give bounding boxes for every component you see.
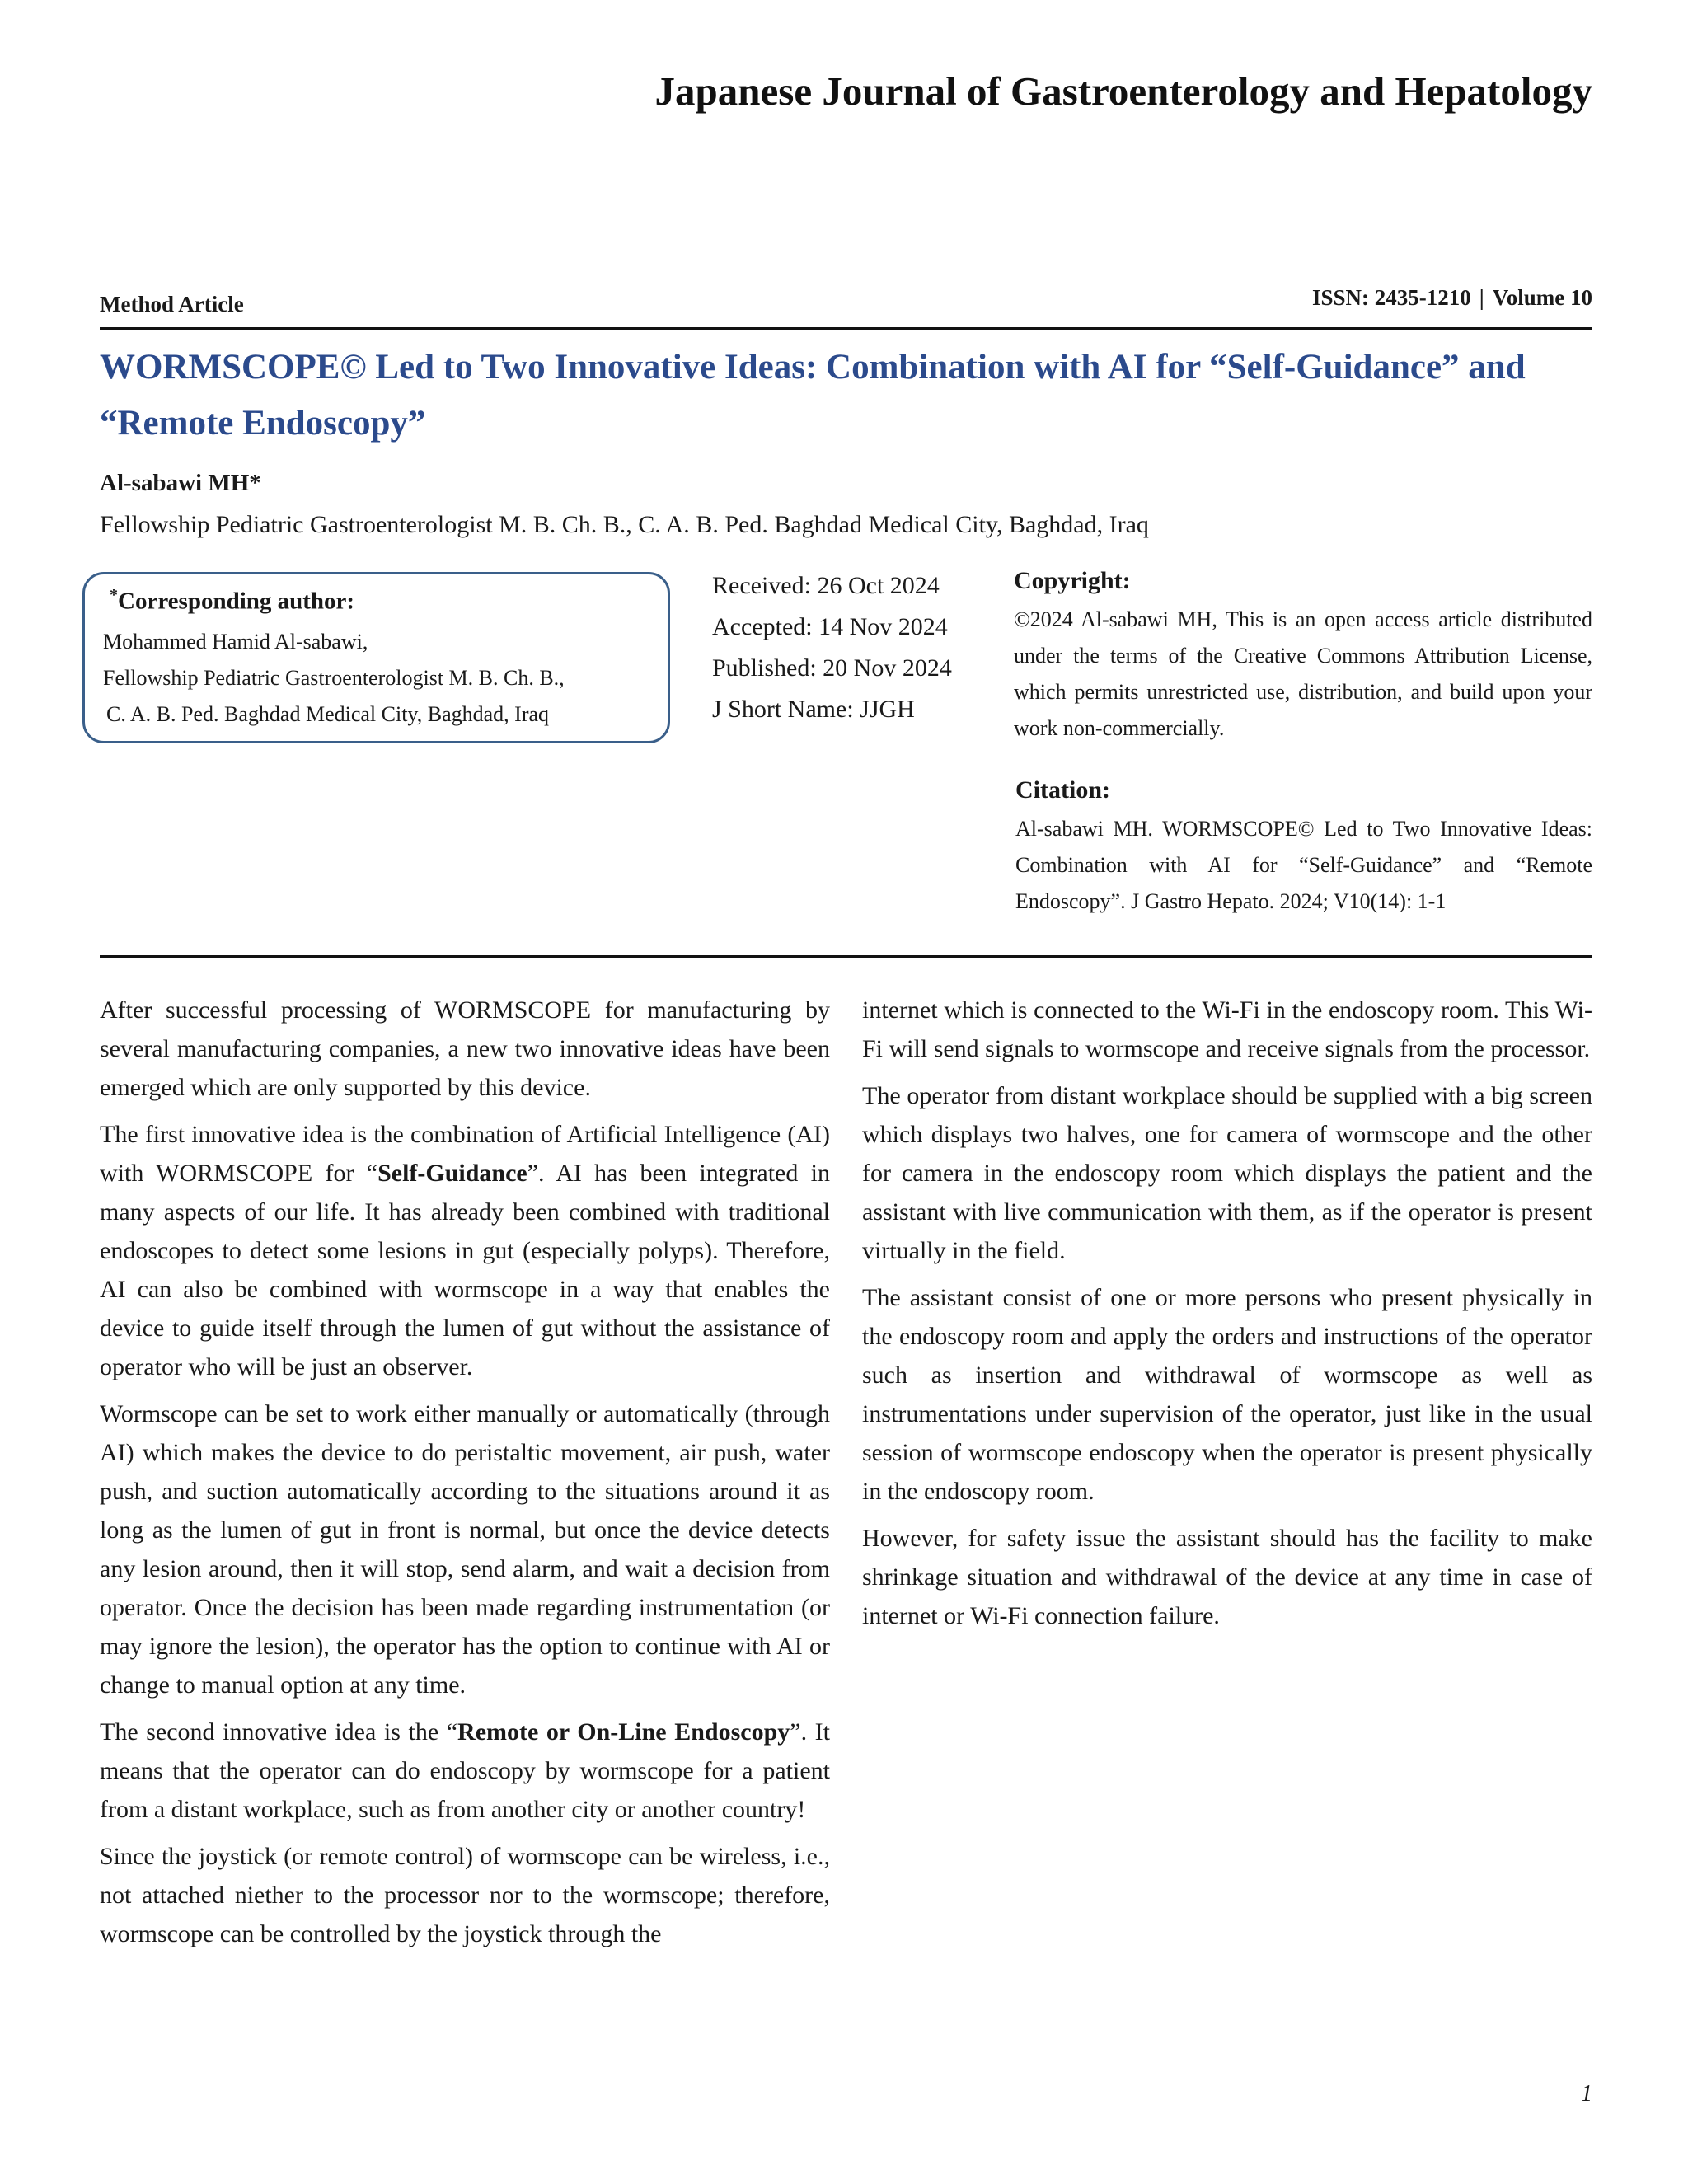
corresponding-title: Fellowship Pediatric Gastroenterologist M. B. Ch. B., <box>103 665 565 690</box>
copyright-heading: Copyright: <box>1014 567 1131 594</box>
corresponding-star: * <box>110 586 118 604</box>
body-paragraph <box>100 1115 830 1386</box>
header-divider <box>100 327 1592 330</box>
journal-short-name: J Short Name: JJGH <box>712 696 915 723</box>
journal-title: Japanese Journal of Gastroenterology and Hepatology <box>654 68 1592 114</box>
corresponding-name: Mohammed Hamid Al-sabawi, <box>103 629 368 654</box>
body-paragraph: Wormscope can be set to work either manually or automatically (through AI) which makes the device to do peristaltic movement, air push, water push, and suction automatically according to the situations around it as long as the lumen of gut in front is normal, but once the device detects any lesion around, then it will stop, send alarm, and wait a decision from operator. Once the decision has been made regarding instrumentation (or may ignore the lesion), the operator has the option to continue with AI or change to manual option at any time. <box>100 1400 830 1699</box>
remote-endoscopy-term: Remote or On-Line Endoscopy <box>457 1718 790 1746</box>
accepted-date: Accepted: 14 Nov 2024 <box>712 613 948 640</box>
body-paragraph <box>100 1713 830 1829</box>
body-paragraph: internet which is connected to the Wi-Fi in the endoscopy room. This Wi-Fi will send signals to wormscope and receive signals from the processor. <box>862 996 1592 1062</box>
article-title: WORMSCOPE© Led to Two Innovative Ideas: Combination with AI for “Self-Guidance” and “Remote Endoscopy” <box>100 348 1526 443</box>
paragraph-text: The second innovative idea is the “ <box>100 1718 458 1746</box>
self-guidance-term: Self-Guidance <box>377 1160 528 1187</box>
copyright-block <box>1014 567 1592 747</box>
issn-text: ISSN: 2435-1210 <box>1312 285 1471 310</box>
body-paragraph: The assistant consist of one or more persons who present physically in the endoscopy room and apply the orders and instructions of the operator such as insertion and withdrawal of wormscope as well as instrumentations under supervision of the operator, just like in the usual session of wormscope endoscopy when the operator is present physically in the endoscopy room. <box>862 1284 1592 1505</box>
citation-text: Al-sabawi MH. WORMSCOPE© Led to Two Innovative Ideas: Combination with AI for “Self-Guidance” and “Remote Endoscopy”. J Gastro Hepato. 2024; V10(14): 1-1 <box>1015 817 1592 913</box>
corresponding-heading-text: Corresponding author: <box>118 588 355 615</box>
published-date: Published: 20 Nov 2024 <box>712 654 952 682</box>
author-name: Al-sabawi MH* <box>100 470 261 496</box>
body-column-right <box>862 991 1592 1643</box>
body-paragraph: However, for safety issue the assistant should has the facility to make shrinkage situation and withdrawal of the device at any time in case of internet or Wi-Fi connection failure. <box>862 1525 1592 1629</box>
paragraph-text: ”. It means that the operator can do endoscopy by wormscope for a patient from a distant workplace, such as from another city or another country! <box>100 1718 830 1823</box>
paragraph-text: ”. AI has been integrated in many aspects of our life. It has already been combined with traditional endoscopes to detect some lesions in gut (especially polyps). Therefore, AI can also be combined with wormscope in a way that enables the device to guide itself through the lumen of gut without the assistance of operator who will be just an observer. <box>100 1160 830 1380</box>
article-type-label: Method Article <box>100 292 244 316</box>
body-paragraph: The operator from distant workplace should be supplied with a big screen which displays two halves, one for camera of wormscope and the other for camera in the endoscopy room which displays the patient and the assistant with live communication with them, as if the operator is present virtually in the field. <box>862 1082 1592 1264</box>
volume-text: Volume 10 <box>1492 285 1592 310</box>
author-affiliation: Fellowship Pediatric Gastroenterologist M. B. Ch. B., C. A. B. Ped. Baghdad Medical City, Baghdad, Iraq <box>100 511 1149 538</box>
corresponding-location: C. A. B. Ped. Baghdad Medical City, Baghdad, Iraq <box>106 701 550 726</box>
corresponding-author-box <box>82 572 670 743</box>
body-column-left <box>100 991 830 1961</box>
issn-volume-line <box>1312 285 1592 311</box>
body-paragraph: After successful processing of WORMSCOPE for manufacturing by several manufacturing companies, a new two innovative ideas have been emerged which are only supported by this device. <box>100 996 830 1101</box>
body-paragraph: Since the joystick (or remote control) of wormscope can be wireless, i.e., not attached niether to the processor nor to the wormscope; therefore, wormscope can be controlled by the joystick through the <box>100 1843 830 1947</box>
corresponding-author-heading <box>110 586 651 616</box>
body-divider <box>100 955 1592 958</box>
received-date: Received: 26 Oct 2024 <box>712 572 940 599</box>
paragraph-text: The first innovative idea is the combination of Artificial Intelligence (AI) with WORMSCOPE for “ <box>100 1121 830 1187</box>
citation-block <box>1015 776 1592 920</box>
page-number: 1 <box>1581 2081 1592 2107</box>
issn-separator: | <box>1479 285 1484 310</box>
copyright-text: ©2024 Al-sabawi MH, This is an open access article distributed under the terms of the Creative Commons Attribution License, which permits unrestricted use, distribution, and build upon your work non-commercially. <box>1014 607 1592 740</box>
article-dates <box>712 565 952 730</box>
citation-heading: Citation: <box>1015 776 1110 804</box>
